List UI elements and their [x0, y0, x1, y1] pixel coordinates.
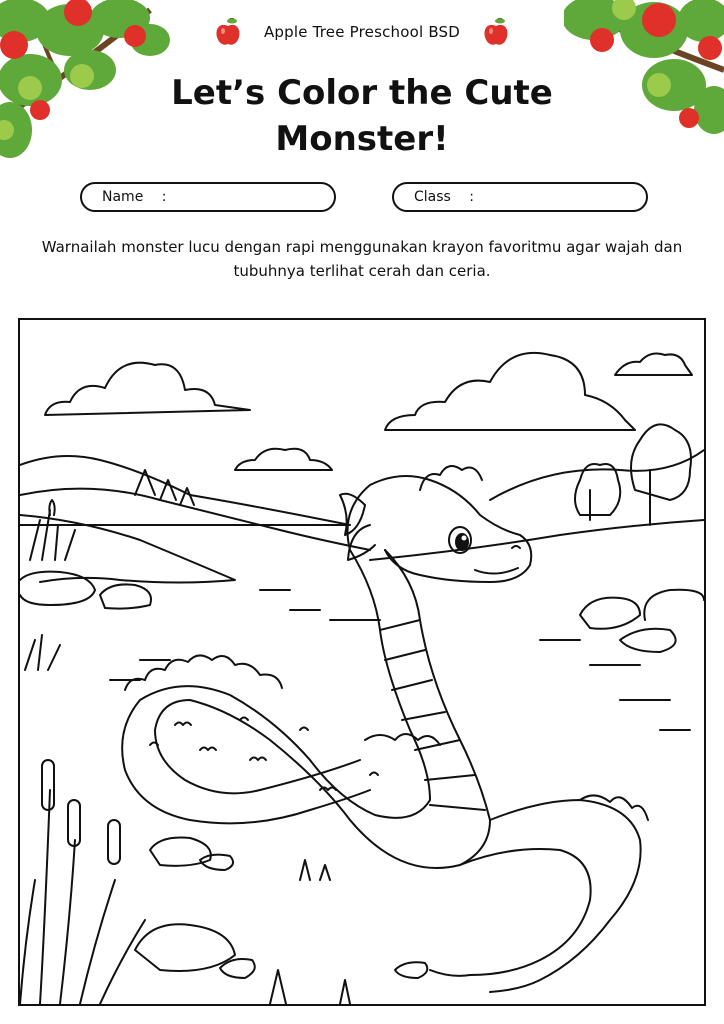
coloring-picture-frame: [18, 318, 706, 1006]
name-label: Name: [102, 189, 144, 205]
class-field[interactable]: [392, 182, 648, 212]
page-title: Let’s Color the Cute Monster!: [171, 73, 553, 159]
apple-icon: [215, 18, 241, 46]
name-field[interactable]: [80, 182, 336, 212]
school-name-row: [0, 18, 724, 46]
sea-serpent-coloring-illustration: [20, 320, 704, 1004]
name-separator: :: [161, 189, 167, 205]
school-name: Apple Tree Preschool BSD: [263, 23, 461, 41]
class-separator: :: [469, 189, 475, 205]
instructions: Warnailah monster lucu dengan rapi menggunakan krayon favoritmu agar wajah dan tubuhnya terlihat cerah dan ceria.: [41, 238, 683, 280]
class-label: Class: [414, 189, 451, 205]
apple-icon: [483, 18, 509, 46]
